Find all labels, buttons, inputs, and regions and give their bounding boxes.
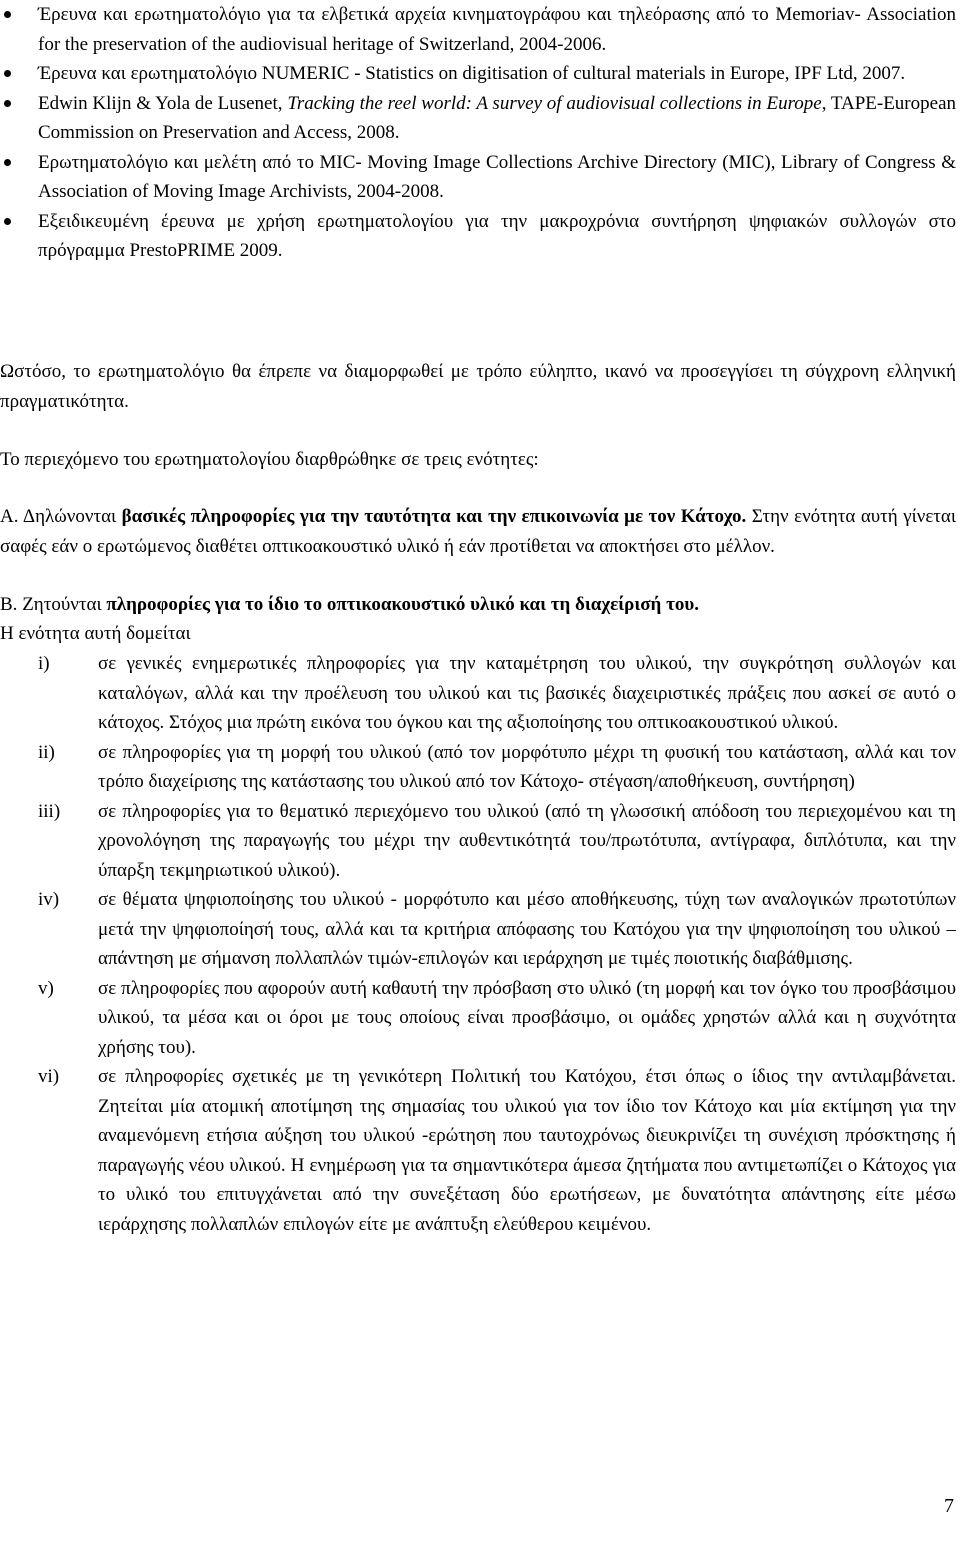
paragraph: Ωστόσο, το ερωτηματολόγιο θα έπρεπε να διαμορφωθεί με τρόπο εύληπτο, ικανό να προσεγγίσει τη σύγχρονη ελληνική πραγματικότητα. bbox=[0, 361, 956, 412]
subsection-text: σε πληροφορίες σχετικές με τη γενικότερη Πολιτική του Κατόχου, έτσι όπως ο ίδιος την αντιλαμβάνεται. Ζητείται μία ατομική αποτίμηση της σημασίας του υλικού για τον ίδιο τον Κάτοχο και μία εκτίμηση για την αναμενόμενη ετήσια αύξηση του υλικού -ερώτηση που ταυτοχρόνως διευκρινίζει τη συνέχιση πρόσκτησης ή παραγωγής νέου υλικού. Η ενημέρωση για τα σημαντικότερα άμεσα ζητήματα που αντιμετωπίζει ο Κάτοχος για το υλικό του επιτυγχάνεται από την συνεξέταση δύο ερωτήσεων, με δυνατότητα απάντησης είτε μέσω ιεράρχησης πολλαπλών επιλογών είτε με ανάπτυξη ελεύθερου κειμένου. bbox=[98, 1066, 956, 1235]
section-b bbox=[0, 590, 956, 620]
list-item-text: Εξειδικευμένη έρευνα με χρήση ερωτηματολογίου για την μακροχρόνια συντήρηση ψηφιακών συλλογών στο πρόγραμμα PrestoPRIME 2009. bbox=[38, 210, 956, 261]
subsection-text: σε θέματα ψηφιοποίησης του υλικού - μορφότυπο και μέσο αποθήκευσης, τύχη των αναλογικών πρωτοτύπων μετά την ψηφιοποίησή τους, αλλά και τα κριτήρια απόφασης του Κατόχου για την ψηφιοποίηση του υλικού –απάντηση με σήμανση πολλαπλών τιμών-επιλογών και ιεράρχηση με τιμές ποιοτικής διαβάθμισης. bbox=[98, 889, 956, 969]
subsection-number: v) bbox=[38, 977, 54, 999]
subsection-number: iv) bbox=[38, 889, 60, 910]
bullet-icon bbox=[4, 70, 11, 77]
paragraph: Το περιεχόμενο του ερωτηματολογίου διαρθρώθηκε σε τρεις ενότητες: bbox=[0, 449, 539, 470]
subsection-item bbox=[0, 974, 956, 1063]
list-item bbox=[0, 59, 956, 89]
section-letter: Β. bbox=[0, 594, 18, 615]
list-item-text-pre: Edwin Klijn & Yola de Lusenet, bbox=[38, 92, 288, 114]
list-item-text: Ερωτηματολόγιο και μελέτη από το MIC- Moving Image Collections Archive Directory (MIC), Library of Congress & Association of Moving Image Archivists, 2004-2008. bbox=[38, 151, 956, 202]
list-item-text: Έρευνα και ερωτηματολόγιο NUMERIC - Statistics on digitisation of cultural materials in Europe, IPF Ltd, 2007. bbox=[38, 63, 906, 84]
subsection-list bbox=[0, 649, 956, 1239]
section-a bbox=[0, 502, 956, 561]
bullet-icon bbox=[4, 159, 11, 166]
page-number: 7 bbox=[944, 1495, 954, 1517]
section-letter: Α. bbox=[0, 506, 19, 527]
subsection-text: σε πληροφορίες που αφορούν αυτή καθαυτή την πρόσβαση στο υλικό (τη μορφή και τον όγκο του προσβάσιμου υλικού, τα μέσα και οι όροι με τους οποίους είναι προσβάσιμο, οι ομάδες χρηστών αλλά και η συχνότητα χρήσης του). bbox=[98, 977, 956, 1058]
bullet-icon bbox=[4, 100, 11, 107]
list-item-text: Έρευνα και ερωτηματολόγιο για τα ελβετικά αρχεία κινηματογράφου και τηλεόρασης από το Memoriav- Association for the preservation of the audiovisual heritage of Switzerland, 2004-2006. bbox=[38, 4, 956, 55]
list-item-text bbox=[38, 89, 956, 148]
subsection-number: vi) bbox=[38, 1066, 60, 1087]
subsection-item bbox=[0, 797, 956, 886]
list-item bbox=[0, 207, 956, 266]
bullet-icon bbox=[4, 11, 11, 18]
subsection-number: i) bbox=[38, 653, 50, 674]
section-emphasis: βασικές πληροφορίες για την ταυτότητα και την επικοινωνία με τον Κάτοχο. bbox=[121, 506, 747, 527]
subsection-number: ii) bbox=[38, 741, 55, 763]
list-item-text-post: , TAPE-European Commission on Preservation and Access, 2008. bbox=[38, 92, 956, 143]
reference-list bbox=[0, 0, 956, 266]
list-item bbox=[0, 0, 956, 59]
section-text-pre: Δηλώνονται bbox=[18, 506, 122, 527]
section-text-pre: Ζητούνται bbox=[17, 594, 107, 615]
subsection-item bbox=[0, 738, 956, 797]
subsection-item bbox=[0, 1062, 956, 1239]
subsection-number: iii) bbox=[38, 800, 61, 822]
subsection-text: σε γενικές ενημερωτικές πληροφορίες για την καταμέτρηση του υλικού, την συγκρότηση συλλογών και καταλόγων, αλλά και την προέλευση του υλικού και τις βασικές διαχειριστικές πράξεις που ασκεί σε αυτό ο κάτοχος. Στόχος μια πρώτη εικόνα του όγκου και της αξιοποίησης του οπτικοακουστικού υλικού. bbox=[98, 653, 956, 733]
list-item bbox=[0, 89, 956, 148]
list-item bbox=[0, 148, 956, 207]
subsection-text: σε πληροφορίες για τη μορφή του υλικού (από τον μορφότυπο μέχρι τη φυσική του κατάσταση, αλλά και τον τρόπο διαχείρισης της κατάστασης του υλικού από τον Κάτοχο- στέγαση/αποθήκευση, συντήρηση) bbox=[98, 741, 956, 792]
subsection-text: σε πληροφορίες για το θεματικό περιεχόμενο του υλικού (από τη γλωσσική απόδοση του περιεχομένου και τη χρονολόγηση της παραγωγής του μέχρι την αυθεντικότητά του/πρωτότυπα, αντίγραφα, διπλότυπα, και την ύπαρξη τεκμηριωτικού υλικού). bbox=[98, 800, 956, 881]
section-intro: Η ενότητα αυτή δομείται bbox=[0, 623, 191, 644]
section-emphasis: πληροφορίες για το ίδιο το οπτικοακουστικό υλικό και τη διαχείρισή του. bbox=[106, 594, 699, 615]
subsection-item bbox=[0, 885, 956, 974]
publication-title: Tracking the reel world: A survey of audiovisual collections in Europe bbox=[287, 92, 822, 114]
subsection-item bbox=[0, 649, 956, 738]
section-text-post: Στην ενότητα αυτή γίνεται σαφές εάν ο ερωτώμενος διαθέτει οπτικοακουστικό υλικό ή εάν προτίθεται να αποκτήσει στο μέλλον. bbox=[0, 506, 956, 557]
bullet-icon bbox=[4, 218, 11, 225]
